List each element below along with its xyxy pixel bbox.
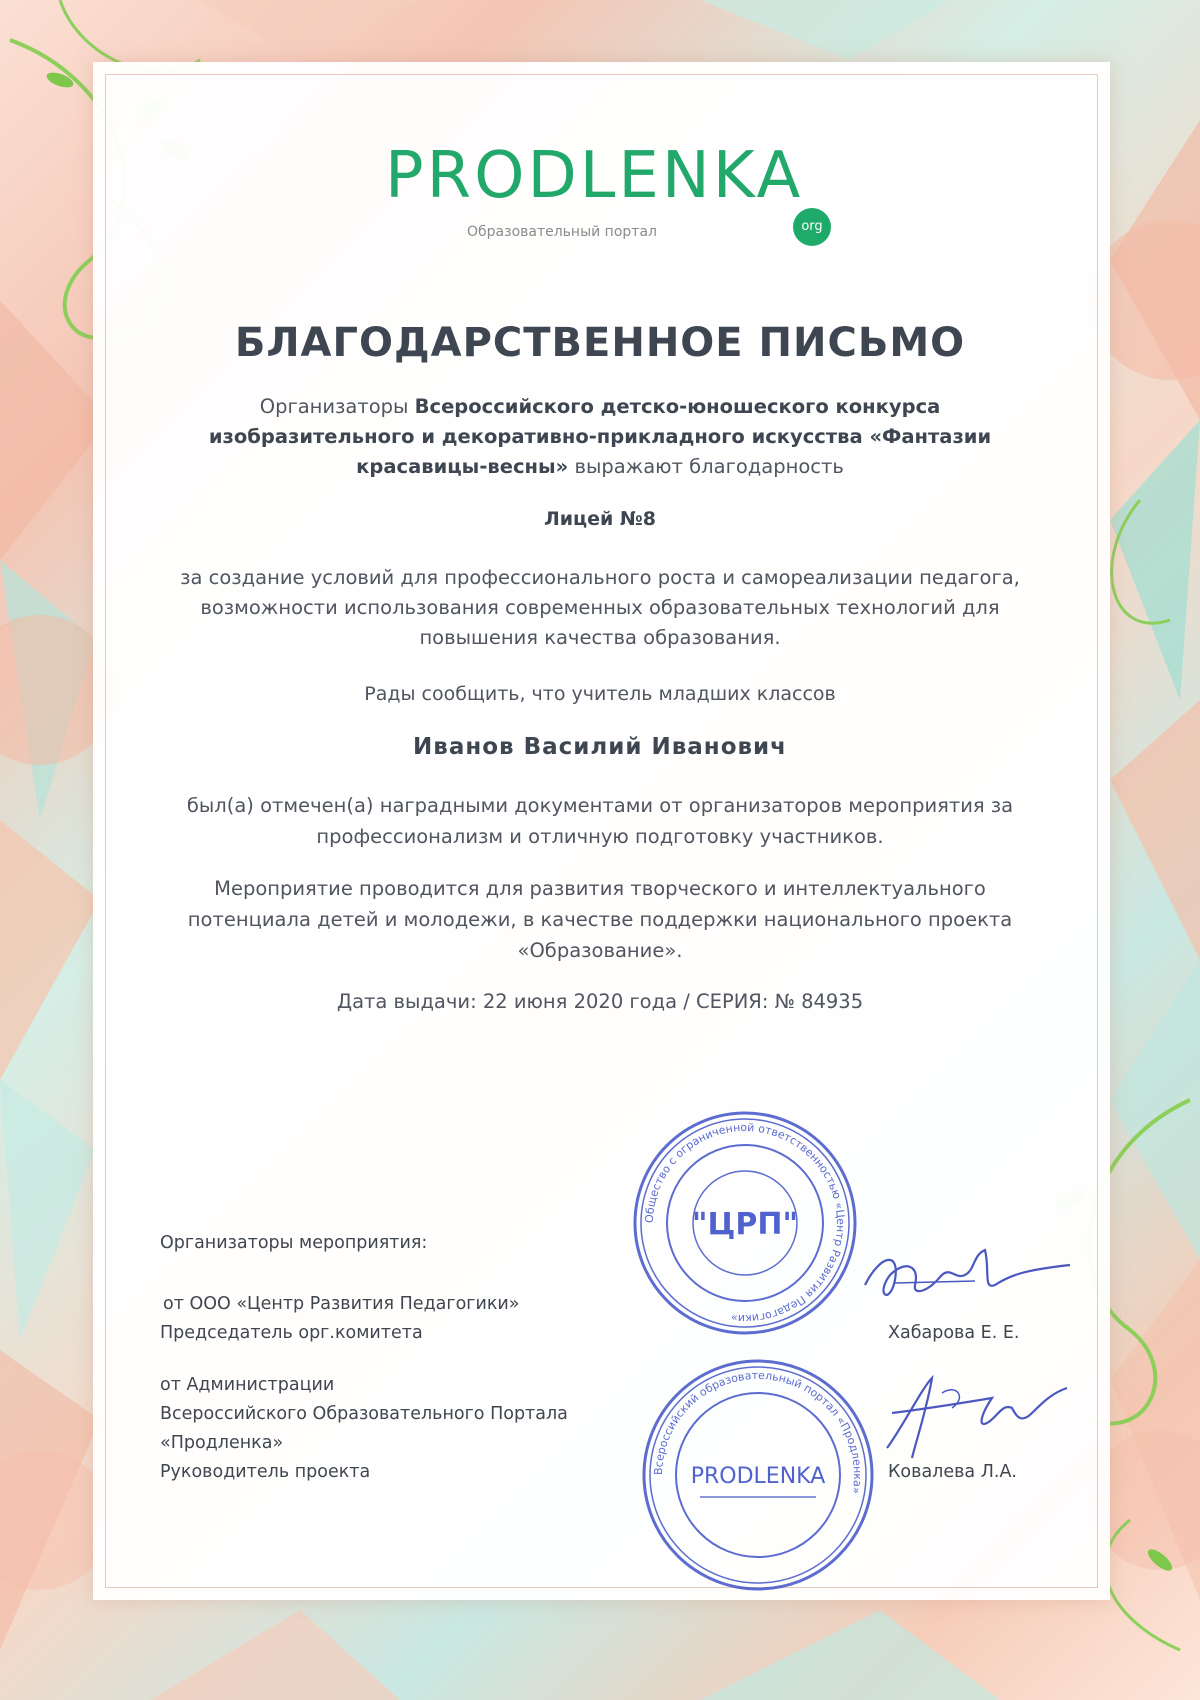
org2-line2: Всероссийского Образовательного Портала <box>160 1404 568 1424</box>
contest-name-line3: красавицы-весны» <box>356 455 569 478</box>
glad-text: Рады сообщить, что учитель младших классов <box>364 683 836 705</box>
contest-name-line2: изобразительного и декоративно-прикладного искусства «Фантазии <box>208 425 992 448</box>
issue-date-series: Дата выдачи: 22 июня 2020 года / СЕРИЯ: № 84935 <box>336 990 864 1013</box>
noted-paragraph <box>160 790 1040 852</box>
org2-signer-name: Ковалева Л.А. <box>888 1462 1017 1482</box>
signature-khabarova <box>855 1235 1075 1315</box>
logo-org-badge: org <box>793 208 831 246</box>
recipient-institution: Лицей №8 <box>543 508 657 530</box>
intro-suffix: выражают благодарность <box>568 455 844 478</box>
org2-role: Руководитель проекта <box>160 1462 371 1482</box>
org2-line3: «Продленка» <box>160 1433 284 1453</box>
prodlenka-logo <box>385 138 845 253</box>
signature-kovaleva <box>872 1368 1072 1468</box>
logo-tagline: Образовательный портал <box>467 224 657 240</box>
event-line: Мероприятие проводится для развития творческого и интеллектуального <box>214 877 986 900</box>
org1-role: Председатель орг.комитета <box>160 1323 423 1343</box>
org1-signer-name: Хабарова Е. Е. <box>888 1323 1020 1343</box>
event-line: потенциала детей и молодежи, в качестве поддержки национального проекта <box>187 908 1013 931</box>
noted-line: был(а) отмечен(а) наградными документами от организаторов мероприятия за <box>186 794 1014 817</box>
reason-line: за создание условий для профессионального роста и самореализации педагога, <box>180 566 1020 589</box>
prodlenka-stamp-center: PRODLENKA <box>690 1464 826 1489</box>
prodlenka-stamp-ring-text: Всероссийский образовательный портал «Продленка» <box>651 1368 865 1495</box>
logo-wordmark: PRODLENKA <box>385 139 804 213</box>
event-paragraph <box>160 873 1040 966</box>
crp-stamp-center: "ЦРП" <box>691 1207 799 1242</box>
reason-paragraph <box>160 563 1040 653</box>
reason-line: возможности использования современных образовательных технологий для <box>200 596 1000 619</box>
intro-paragraph <box>160 392 1040 482</box>
event-line: «Образование». <box>517 939 683 962</box>
reason-line: повышения качества образования. <box>419 626 781 649</box>
prodlenka-stamp <box>638 1355 878 1595</box>
crp-stamp <box>630 1108 860 1338</box>
person-name: Иванов Василий Иванович <box>413 734 787 760</box>
org1-name: от ООО «Центр Развития Педагогики» <box>163 1294 520 1314</box>
intro-prefix: Организаторы <box>259 395 415 418</box>
organizers-heading: Организаторы мероприятия: <box>160 1233 428 1253</box>
noted-line: профессионализм и отличную подготовку участников. <box>316 825 884 848</box>
contest-name-line1: Всероссийского детско-юношеского конкурса <box>414 395 941 418</box>
org2-line1: от Администрации <box>160 1375 335 1395</box>
document-title: БЛАГОДАРСТВЕННОЕ ПИСЬМО <box>234 320 966 366</box>
crp-stamp-ring-text: Общество с ограниченной ответственностью «Центр Развития Педагогики» <box>642 1120 848 1326</box>
